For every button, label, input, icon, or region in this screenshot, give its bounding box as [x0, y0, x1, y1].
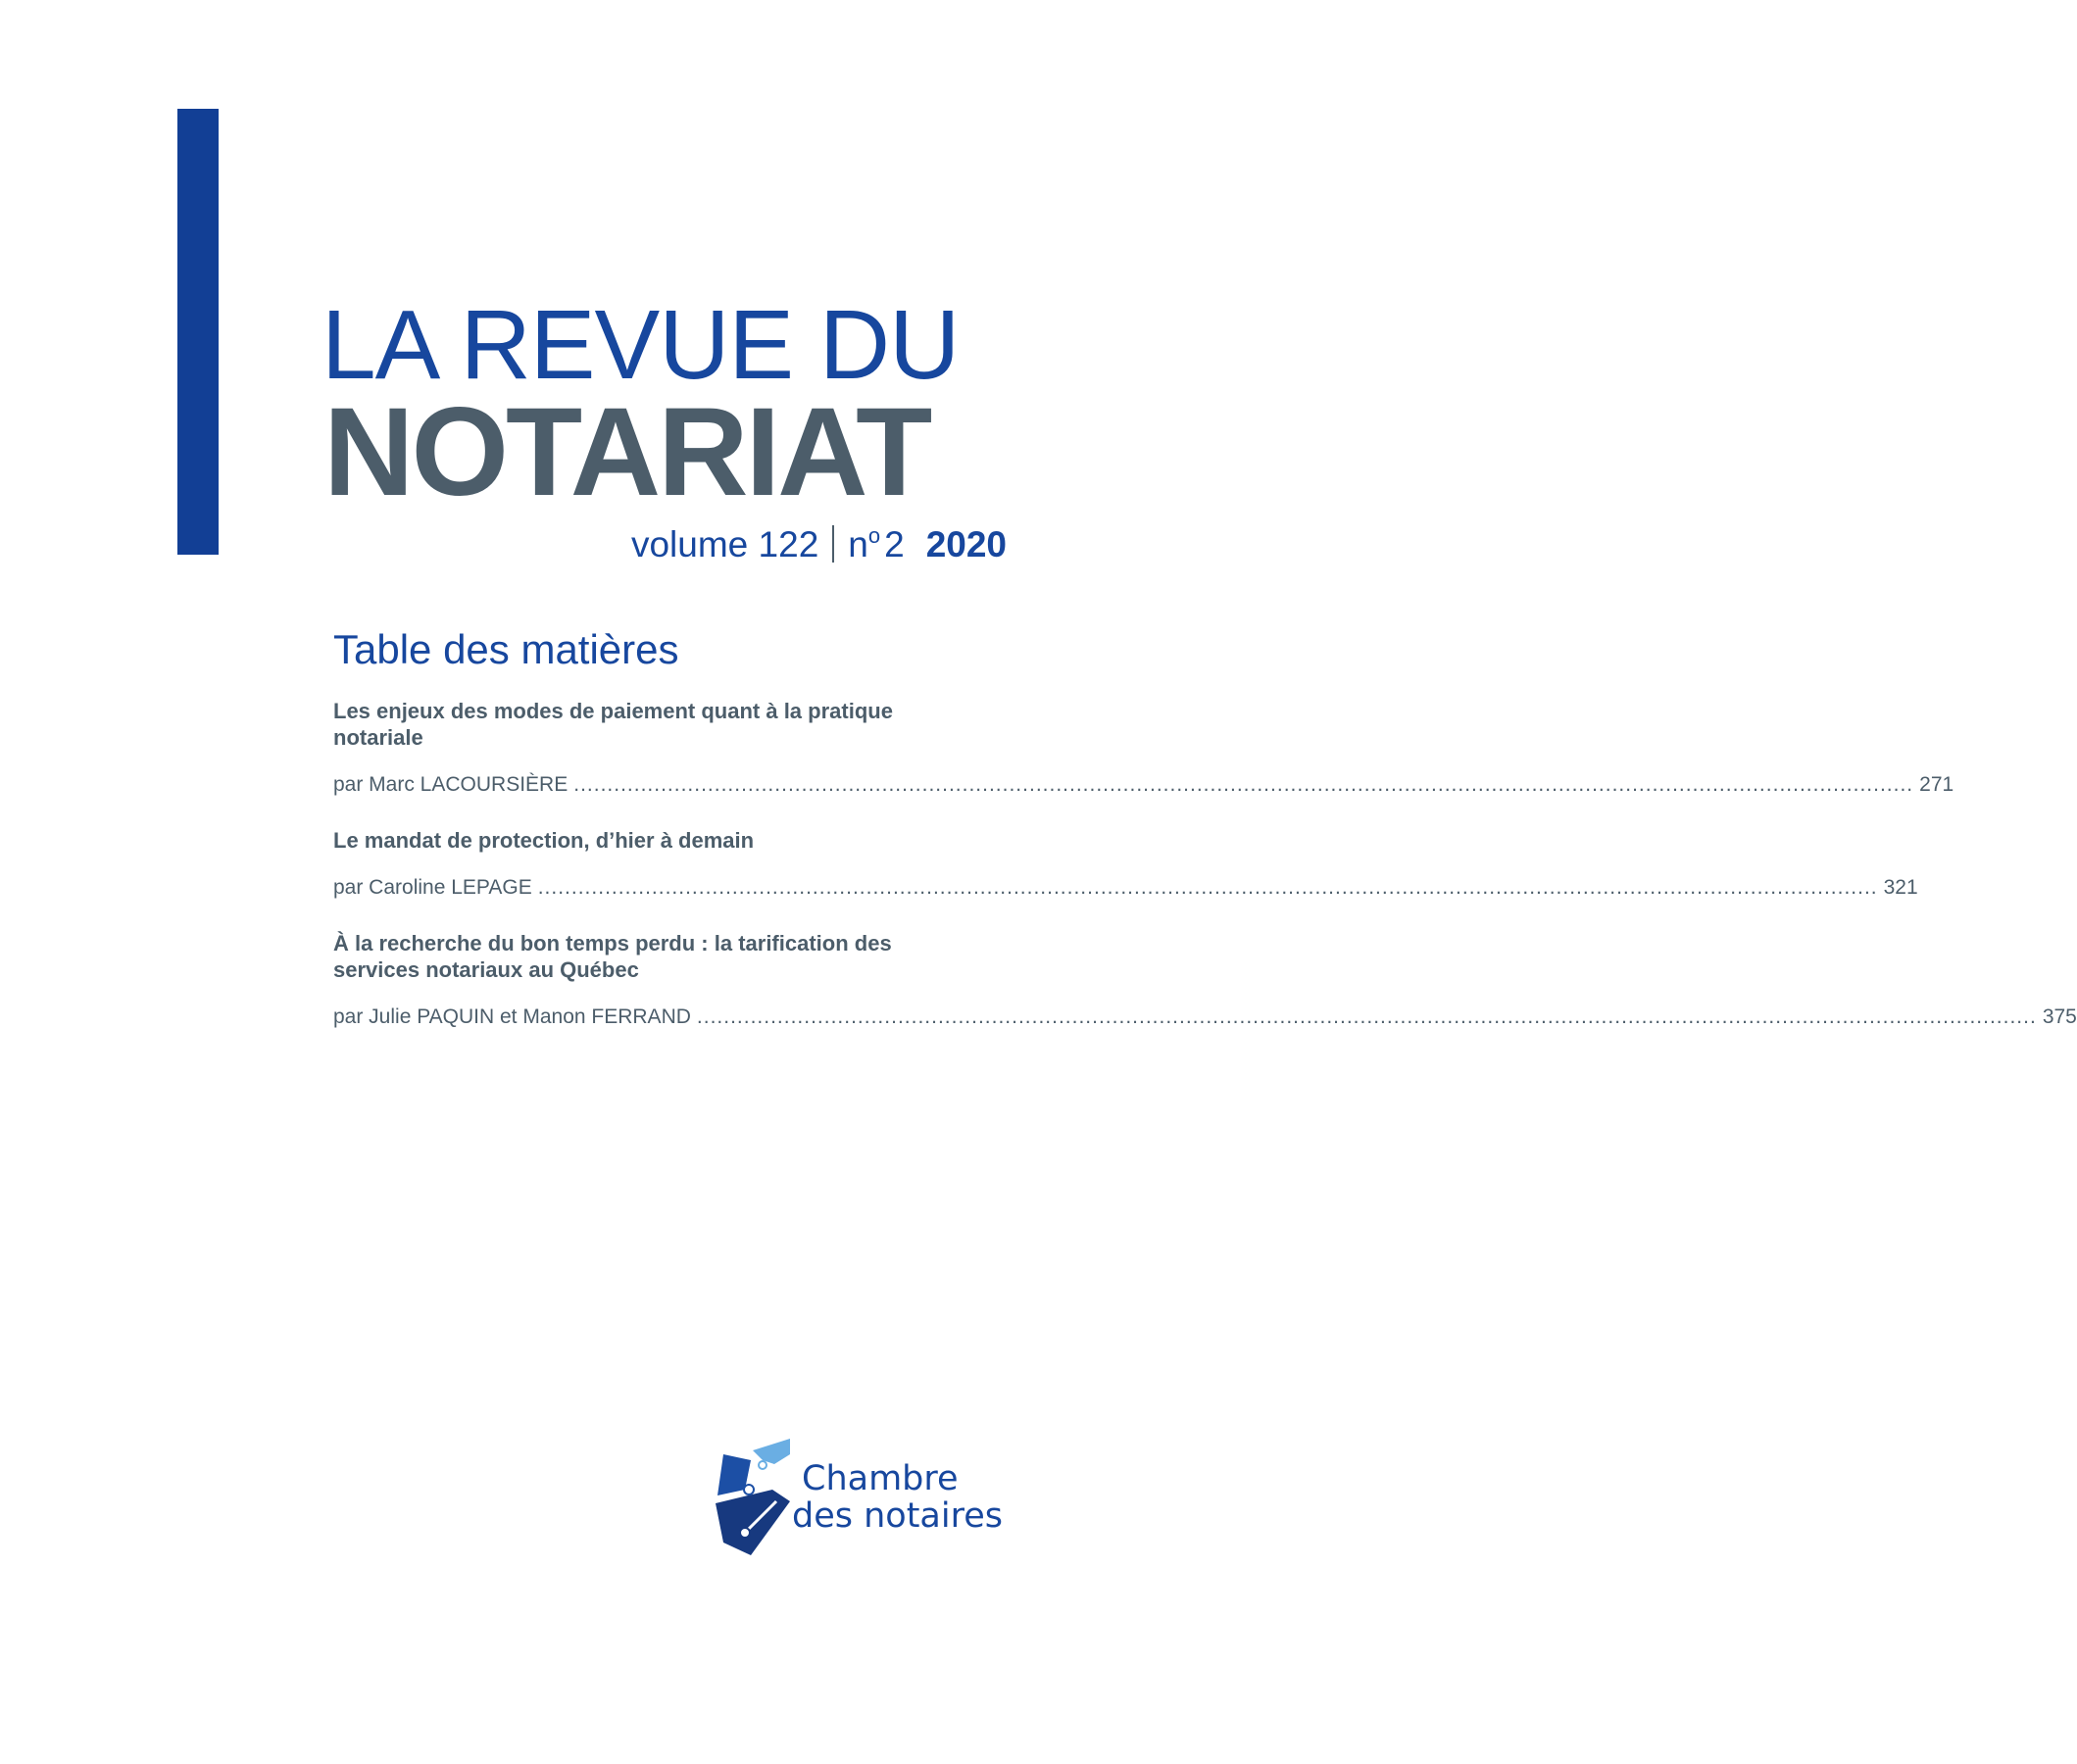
- toc-entry[interactable]: [333, 930, 2077, 1028]
- toc-list: [333, 698, 2077, 1028]
- issue-separator: [832, 525, 834, 563]
- issue-info: [631, 519, 1007, 563]
- toc-leader-dots: ........................................................................................................................................................................................................: [573, 773, 1914, 796]
- number-prefix: n: [848, 524, 868, 564]
- toc-entry-author-row: [333, 1004, 2077, 1030]
- toc-entry-author: par Marc LACOURSIÈRE: [333, 773, 569, 796]
- toc-entry-author: par Julie PAQUIN et Manon FERRAND: [333, 1005, 691, 1028]
- logo-line2: des notaires: [792, 1496, 1003, 1536]
- issue-year: 2020: [925, 524, 1007, 564]
- toc-entry-page: 271: [1919, 773, 1954, 796]
- toc-leader-dots: ........................................................................................................................................................................................................: [537, 876, 1878, 899]
- logo-line1: Chambre: [802, 1459, 959, 1498]
- toc-entry-author-row: [333, 875, 1918, 901]
- volume-label: volume 122: [630, 524, 819, 564]
- toc-entry-author: par Caroline LEPAGE: [333, 876, 532, 899]
- toc-leader-dots: ........................................................................................................................................................................................................: [696, 1005, 2037, 1028]
- number-superscript: o: [867, 523, 881, 548]
- toc-entry-title: Les enjeux des modes de paiement quant à la pratique notariale: [333, 699, 893, 750]
- accent-bar: [177, 109, 219, 555]
- toc-entry[interactable]: [333, 827, 1918, 930]
- toc-heading: Table des matières: [333, 626, 679, 672]
- toc-entry-title: Le mandat de protection, d’hier à demain: [333, 828, 755, 853]
- toc-entry-page: 375: [2042, 1005, 2077, 1028]
- journal-title-line1: LA REVUE DU: [321, 290, 960, 400]
- logo-wordmark: [792, 1460, 1003, 1535]
- toc-entry-title: À la recherche du bon temps perdu : la tarification des services notariaux au Québec: [333, 931, 892, 982]
- toc-entry-page: 321: [1883, 876, 1918, 899]
- chambre-des-notaires-logo: [712, 1433, 1006, 1565]
- journal-title-line2: NOTARIAT: [323, 382, 930, 522]
- toc-entry-author-row: [333, 772, 1954, 798]
- toc-entry[interactable]: [333, 698, 1954, 827]
- pen-nib-logo-icon: [712, 1433, 796, 1565]
- number-value: 2: [884, 524, 905, 564]
